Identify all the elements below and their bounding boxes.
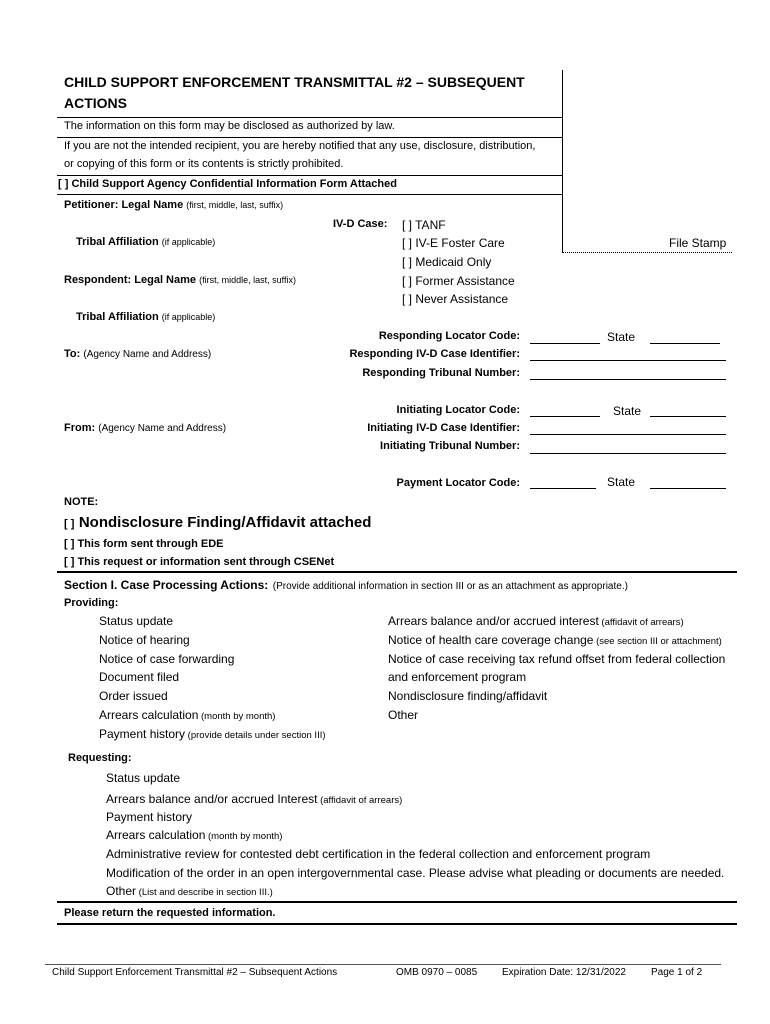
providing-right-label: Nondisclosure finding/affidavit <box>388 689 548 703</box>
to-label <box>64 348 211 360</box>
nondisclosure-checkbox[interactable]: [ ] <box>64 518 75 530</box>
requesting-label: Modification of the order in an open intergovernmental case. Please advise what pleading or documents are needed. <box>106 866 725 880</box>
responding-state-field[interactable] <box>650 343 720 344</box>
nondisclosure-label: Nondisclosure Finding/Affidavit attached <box>78 514 372 531</box>
footer-form-name: Child Support Enforcement Transmittal #2 – Subsequent Actions <box>52 967 338 978</box>
from-label-text: From: <box>64 422 96 434</box>
petitioner-tribal-hint: (if applicable) <box>161 237 216 247</box>
petitioner-label <box>64 199 283 211</box>
rule <box>45 964 721 965</box>
providing-right-hint: (affidavit of arrears) <box>598 617 684 628</box>
petitioner-hint: (first, middle, last, suffix) <box>186 200 284 210</box>
respondent-tribal-hint: (if applicable) <box>161 312 216 322</box>
section1-title: Section I. Case Processing Actions: <box>64 578 269 592</box>
providing-right-hint: (see section III or attachment) <box>593 636 722 647</box>
requesting-label: Status update <box>106 771 181 785</box>
from-hint: (Agency Name and Address) <box>98 423 227 434</box>
providing-left-label: Order issued <box>99 689 168 703</box>
rule <box>57 137 562 138</box>
initiating-tribunal-label: Initiating Tribunal Number: <box>380 440 520 452</box>
requesting-label: Arrears calculation (month by month) <box>106 828 283 842</box>
file-stamp-underline <box>562 252 732 253</box>
providing-right-label: Notice of health care coverage change (see section III or attachment) <box>388 633 722 647</box>
rule <box>57 923 737 925</box>
responding-case-id-label: Responding IV-D Case Identifier: <box>349 348 520 360</box>
notice-line1: If you are not the intended recipient, you are hereby notified that any use, disclosure, distribution, <box>64 140 536 152</box>
ede-checkbox[interactable]: [ ] This form sent through EDE <box>64 538 224 550</box>
section1-heading <box>64 576 628 594</box>
requesting-label: Requesting: <box>68 752 132 764</box>
providing-left-hint: (month by month) <box>198 711 276 722</box>
initiating-state-field[interactable] <box>650 416 726 417</box>
requesting-label: Arrears balance and/or accrued Interest (affidavit of arrears) <box>106 792 403 806</box>
rule <box>57 901 737 903</box>
providing-right-label: Other <box>388 708 419 722</box>
disclosure-text: The information on this form may be disclosed as authorized by law. <box>64 120 395 132</box>
footer-expiration: Expiration Date: 12/31/2022 <box>502 967 626 978</box>
respondent-tribal-text: Tribal Affiliation <box>76 311 159 323</box>
initiating-locator-label: Initiating Locator Code: <box>396 404 520 416</box>
responding-locator-label: Responding Locator Code: <box>378 330 520 342</box>
ivd-case-label: IV-D Case: <box>333 218 388 230</box>
form-title-line1: CHILD SUPPORT ENFORCEMENT TRANSMITTAL #2 – SUBSEQUENT <box>64 74 525 90</box>
responding-tribunal-label: Responding Tribunal Number: <box>362 367 520 379</box>
providing-left-label: Document filed <box>99 670 180 684</box>
respondent-hint: (first, middle, last, suffix) <box>199 275 296 285</box>
rule <box>57 117 562 118</box>
file-stamp-divider <box>562 70 563 252</box>
providing-right-label: Notice of case receiving tax refund offset from federal collection <box>388 652 726 666</box>
responding-case-id-field[interactable] <box>530 360 726 361</box>
initiating-tribunal-field[interactable] <box>530 453 726 454</box>
rule <box>57 571 737 573</box>
providing-left-label: Notice of hearing <box>99 633 190 647</box>
providing-right-label: and enforcement program <box>388 670 527 684</box>
payment-state-label: State <box>607 475 636 489</box>
section1-hint: (Provide additional information in section III or as an attachment as appropriate.) <box>272 581 628 592</box>
responding-state-label: State <box>607 330 636 344</box>
providing-left-label: Status update <box>99 614 174 628</box>
return-note: Please return the requested information. <box>64 907 276 919</box>
ivd-option-medicaid[interactable]: [ ] Medicaid Only <box>402 255 492 269</box>
payment-locator-label: Payment Locator Code: <box>396 477 520 489</box>
petitioner-label-text: Petitioner: Legal Name <box>64 199 184 211</box>
providing-left-label: Payment history (provide details under section III) <box>99 727 326 741</box>
requesting-label: Payment history <box>106 810 193 824</box>
respondent-label-text: Respondent: Legal Name <box>64 274 197 286</box>
to-hint: (Agency Name and Address) <box>83 349 212 360</box>
respondent-tribal-label <box>76 311 215 323</box>
csenet-checkbox[interactable]: [ ] This request or information sent through CSENet <box>64 556 335 568</box>
ivd-option-never[interactable]: [ ] Never Assistance <box>402 292 509 306</box>
rule <box>57 194 562 195</box>
initiating-state-label: State <box>613 404 642 418</box>
responding-tribunal-field[interactable] <box>530 379 726 380</box>
ivd-option-foster-care[interactable]: [ ] IV-E Foster Care <box>402 236 505 250</box>
providing-left-label: Notice of case forwarding <box>99 652 235 666</box>
confidential-checkbox[interactable]: [ ] Child Support Agency Confidential Information Form Attached <box>58 178 397 190</box>
footer-omb: OMB 0970 – 0085 <box>396 967 478 978</box>
requesting-label: Administrative review for contested debt certification in the federal collection and enforcement program <box>106 847 651 861</box>
requesting-hint: (List and describe in section III.) <box>136 887 273 898</box>
payment-locator-field[interactable] <box>530 488 596 489</box>
providing-left-hint: (provide details under section III) <box>185 730 326 741</box>
petitioner-tribal-label <box>76 236 215 248</box>
notice-line2: or copying of this form or its contents is strictly prohibited. <box>64 158 344 170</box>
providing-right-label: Arrears balance and/or accrued interest (affidavit of arrears) <box>388 614 684 628</box>
initiating-case-id-field[interactable] <box>530 434 726 435</box>
to-label-text: To: <box>64 348 81 360</box>
responding-locator-field[interactable] <box>530 343 600 344</box>
from-label <box>64 422 226 434</box>
ivd-option-tanf[interactable]: [ ] TANF <box>402 218 446 232</box>
rule <box>57 175 562 176</box>
ivd-option-former[interactable]: [ ] Former Assistance <box>402 274 515 288</box>
requesting-label: Other (List and describe in section III.) <box>106 884 273 898</box>
note-label: NOTE: <box>64 496 99 508</box>
petitioner-tribal-text: Tribal Affiliation <box>76 236 159 248</box>
initiating-case-id-label: Initiating IV-D Case Identifier: <box>367 422 520 434</box>
requesting-hint: (affidavit of arrears) <box>317 795 403 806</box>
respondent-label <box>64 274 296 286</box>
file-stamp-label: File Stamp <box>669 236 727 250</box>
payment-state-field[interactable] <box>650 488 726 489</box>
providing-label: Providing: <box>64 597 119 609</box>
footer-page: Page 1 of 2 <box>651 967 703 978</box>
nondisclosure-row[interactable] <box>64 514 371 532</box>
initiating-locator-field[interactable] <box>530 416 600 417</box>
providing-left-label: Arrears calculation (month by month) <box>99 708 276 722</box>
requesting-hint: (month by month) <box>205 831 283 842</box>
form-title-line2: ACTIONS <box>64 95 127 111</box>
